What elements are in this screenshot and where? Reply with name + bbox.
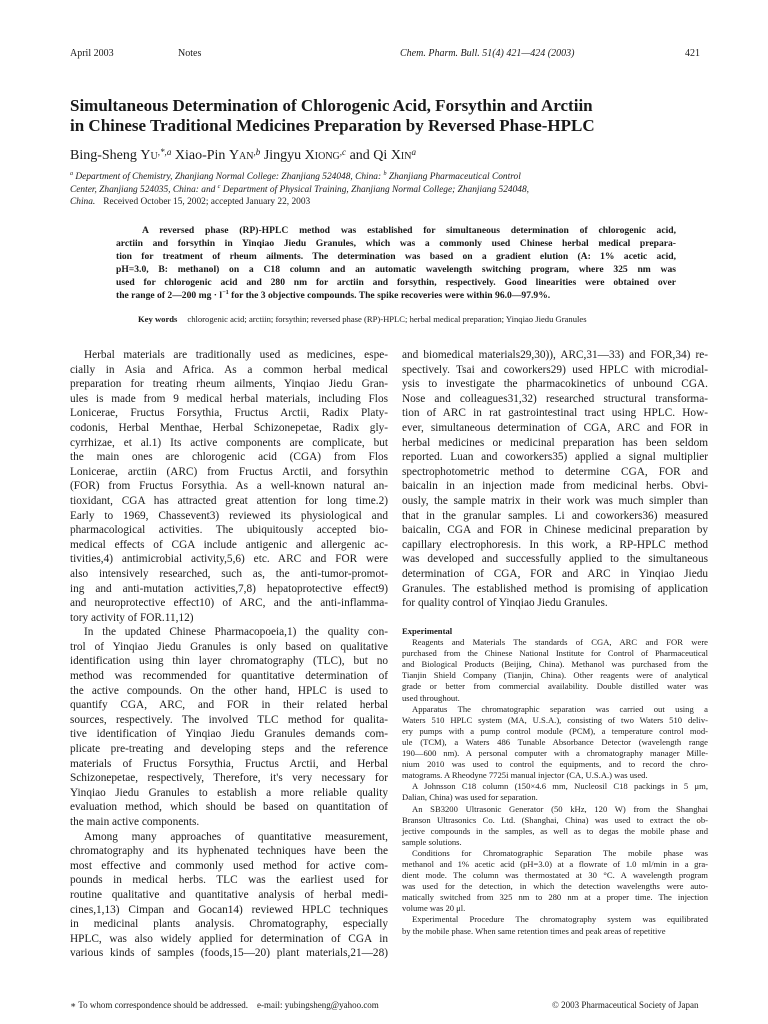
title-line: in Chinese Traditional Medicines Preparation by Reversed Phase-HPLC	[70, 116, 595, 135]
header-date: April 2003	[70, 48, 114, 59]
experimental-section: Experimental Reagents and Materials The standards of CGA, ARC and FOR were purchased from the Chinese National Institute for Control of Pharmaceutical and Biological Products (Beijing, China). Methanol was purchased from the Tianjin Shield Company (Tianjin, China). Other reagents were of analytical grade or better from commercial availability. Double distilled water was used throughout. Apparatus The chromatographic separation was carried out using a Waters 510 HPLC system (MA, U.S.A.), consisting of two Waters 510 deliv- ery pumps with a pump control module (PCM), a temperature control mod- ule (TCM), a Waters 486 Tunable Absorbance Detector (wavelength range 190—600 nm). A personal computer with a chromatography manager Mille- nium 2010 was used to control the equipments, and to record the chro- matograms. A Rheodyne 7725i manual injector (CA, U.S.A.) was used. A Johnsson C18 column (150×4.6 mm, Nucleosil C18 packings in 5 μm, Dalian, China) was used for separation. An SB3200 Ultrasonic Generator (50 kHz, 120 W) from the Shanghai Branson Ultrasonics Co. Ltd. (Shanghai, China) was used to extract the ob- jective compounds in the samples, as well as to degas the mobile phase and sample solutions. Conditions for Chromatographic Separation The mobile phase was methanol and 1% acetic acid (pH=3.0) at a flowrate of 1.0 ml/min in a gra- dient mode. The column was thermostated at 30 °C. A wavelength program was used for the detection, in which the detection wavelengths were auto- matically switched from 325 nm to 280 nm at a proper time. The injection volume was 20 μl. Experimental Procedure The chromatography system was equilibrated by the mobile phase. When same retention times and peak areas of repetitive	[402, 626, 708, 936]
correspondence-footnote: ∗ To whom correspondence should be addressed. e-mail: yubingsheng@yahoo.com	[70, 1000, 379, 1010]
email-address: e-mail: yubingsheng@yahoo.com	[257, 1000, 379, 1010]
keywords-label: Key words	[138, 314, 178, 324]
header-journal: Chem. Pharm. Bull. 51(4) 421—424 (2003)	[400, 48, 575, 59]
received-date: Received October 15, 2002; accepted January 22, 2003	[103, 197, 311, 207]
keywords: Key words chlorogenic acid; arctiin; forsythin; reversed phase (RP)-HPLC; herbal medical preparation; Yinqiao Jiedu Granules	[138, 314, 587, 324]
asterisk-mark: ∗	[70, 1000, 77, 1010]
paper-title	[70, 96, 710, 136]
title-line: Simultaneous Determination of Chlorogenic Acid, Forsythin and Arctiin	[70, 96, 593, 115]
abstract: A reversed phase (RP)-HPLC method was established for simultaneous determination of chlorogenic acid, arctiin and forsythin in Yinqiao Jiedu Granules, which was a commonly used Chinese herbal medical prepara- tion for treatment of rheum ailments. The determination was based on a gradient elution (A: 1% acetic acid, pH=3.0, B: methanol) on a C18 column and an automatic wavelength switching program, where 325 nm was used for chlorogenic acid and 280 nm for arctiin and forsythin, respectively. Good linearities were obtained over the range of 2—200 mg · $l^{-1}$ for the 3 objective compounds. The spike recoveries were within 96.0—97.9%.	[116, 225, 676, 302]
header-page-number: 421	[685, 48, 700, 59]
body-right-column: and biomedical materials29,30)), ARC,31—33) and FOR,34) re- spectively. Tsai and coworkers29) used HPLC with microdial- ysis to investigate the pharmacokinetics of unbound CGA. Nose and colleagues31,32) researched structural transforma- tion of ARC in rat gastrointestinal tract using HPLC. How- ever, simultaneous determination of CGA, ARC and FOR in herbal medicines or medicinal preparation has been seldom reported. Luan and coworkers35) applied a signal multiplier spectrophotometric method to determine CGA, FOR and baicalin in an injection made from medicinal herbs. Obvi- ously, the sample matrix in their work was much simpler than that in the granular samples. Li and coworkers36) measured baicalin, CGA and FOR in Chinese medicinal preparation by capillary electrophoresis. In this work, a RP-HPLC method was developed and successfully applied to the simultaneous determination of CGA, FOR and ARC in Yinqiao Jiedu Granules. The established method is promising of application for quality control of Yinqiao Jiedu Granules.	[402, 349, 708, 610]
affiliations: $^a$ Department of Chemistry, Zhanjiang Normal College: Zhanjiang 524048, China: $^b$ Zhanjiang Pharmaceutical Control Center, Zhanjiang 524035, China: and $^c$ Department of Physical Training, Zhanjiang Normal College; Zhanjiang 524048, China. Received October 15, 2002; accepted January 22, 2003	[70, 171, 529, 207]
header-section: Notes	[178, 48, 202, 59]
author-list: Bing-Sheng $Yu^{,*,a}$ Xiao-Pin Yan$^{,b}$ Jingyu Xiong$^{,c}$ and Qi Xin$^a$	[70, 147, 417, 163]
body-left-column: Herbal materials are traditionally used as medicines, espe- cially in Asia and Africa. As a common herbal medical preparation for treating rheum ailments, Yinqiao Jiedu Gran- ules is made from 9 medical herbal materials, including Flos Lonicerae, Fructus Forsythia, Fructus Arctii, Radix Platy- codonis, Herbal Menthae, Herbal Schizonepetae, Radix gly- cyrrhizae, et al.1) Its active components are complicate, but the main ones are chlorogenic acid (CGA) from Flos Lonicerae, arctiin (ARC) from Fructus Arctii, and forsythin (FOR) from Fructus Forsythia. As a well-known natural an- tioxidant, CGA has attracted great attention for long time.2) Early to 1969, Chassevent3) reviewed its physiological and pharmacological activities. The ubiquitously accepted bio- medical effects of CGA include antigenic and allergenic ac- tivities,4) antimicrobial activity,5,6) etc. ARC and FOR were also intensively researched, such as, the anti-tumor-promot- ing and anti-mutation activities,7,8) hepatoprotective effect9) and neuroprotective effect10) of ARC, and the anti-inflamma- tory activity of FOR.11,12) In the updated Chinese Pharmacopoeia,1) the quality con- trol of Yinqiao Jiedu Granules is only based on qualitative identification using thin layer chromatography (TLC), but no method was recommended for quantitative determination of the active compounds. On the other hand, HPLC is used to quantify CGA, ARC, and FOR in their related herbal sources, respectively. The involved TLC method for qualita- tive identification of Yinqiao Jiedu Granules demands com- plicate pre-treating and developing steps and the reference materials of Fructus Forsythia, Fructus Arctii, and Herbal Schizonepetae, respectively, Therefore, it's very necessary for Yinqiao Jiedu Granules to establish a more reliable quality evaluation method, which should be based on quantitation of the main active components. Among many approaches of quantitative measurement, chromatography and its hyphenated techniques have been the most effective and commonly used method for active com- pounds in medical herbs. TLC was the earliest used for routine qualitative and quantitative analysis of herbal medi- cines,1,13) Cimpan and Gocan14) reviewed HPLC techniques in medicinal plants analysis. Chromatography, especially HPLC, was also widely applied for determination of CGA in various kinds of samples (foods,15—20) plant materials,21—28)	[70, 349, 388, 960]
copyright-notice: © 2003 Pharmaceutical Society of Japan	[552, 1000, 699, 1010]
experimental-heading: Experimental	[402, 626, 453, 636]
